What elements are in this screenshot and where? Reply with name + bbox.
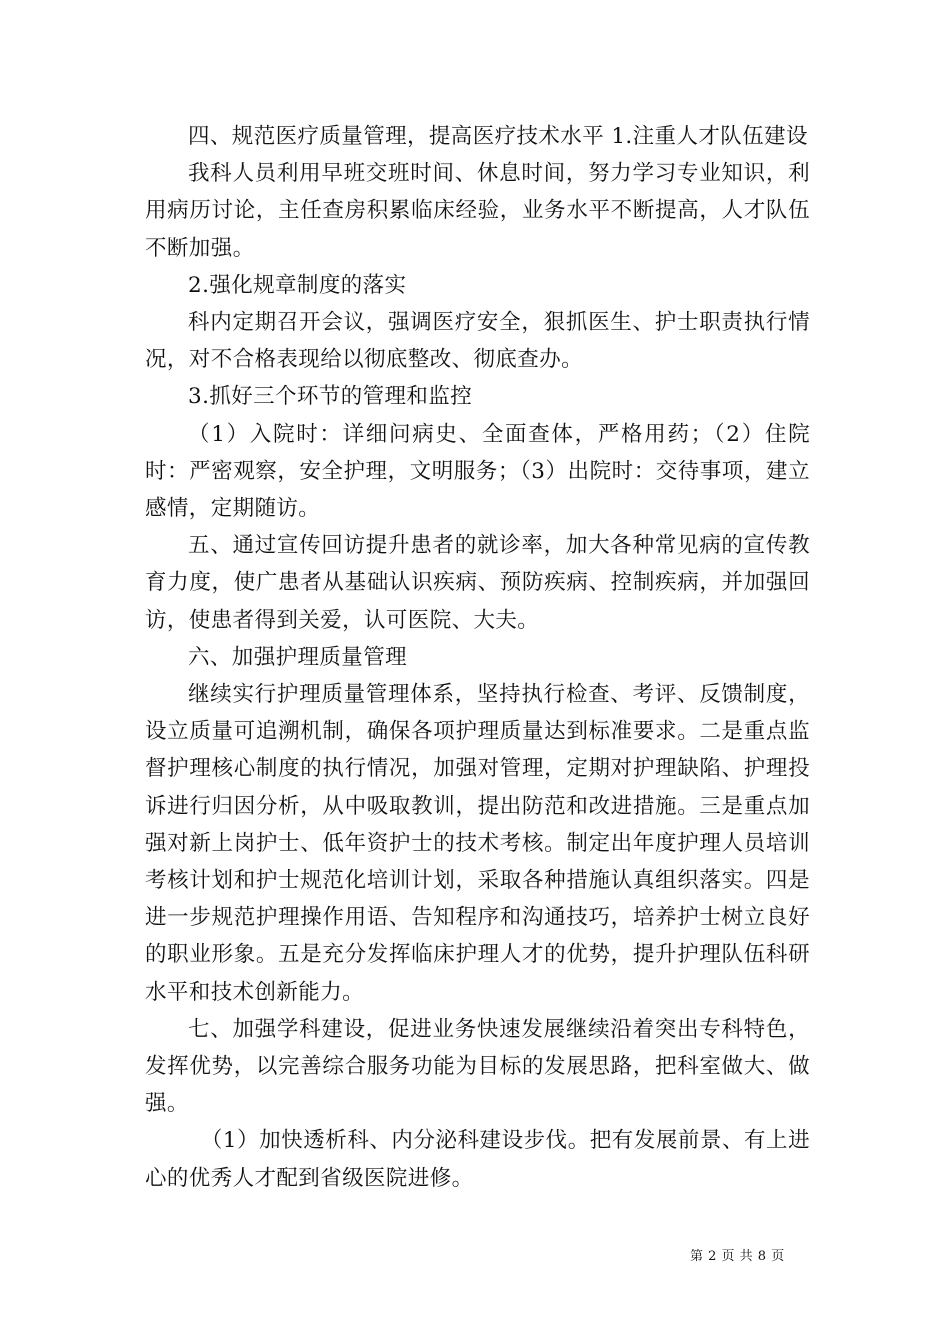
nursing-quality-paragraph: 继续实行护理质量管理体系，坚持执行检查、考评、反馈制度，设立质量可追溯机制，确保各项护理质量达到标准要求。二是重点监督护理核心制度的执行情况，加强对管理，定期对护理缺陷、护理投诉进行归因分析，从中吸取教训，提出防范和改进措施。三是重点加强对新上岗护士、低年资护士的技术考核。制定出年度护理人员培训考核计划和护士规范化培训计划，采取各种措施认真组织落实。四是进一步规范护理操作用语、告知程序和沟通技巧，培养护士树立良好的职业形象。五是充分发挥临床护理人才的优势，提升护理队伍科研水平和技术创新能力。: [145, 682, 810, 1005]
rules-paragraph: 科内定期召开会议，强调医疗安全，狠抓医生、护士职责执行情况，对不合格表现给以彻底整改、彻底查办。: [145, 310, 810, 373]
three-links-heading: 3.抓好三个环节的管理和监控: [188, 384, 473, 410]
talent-team-paragraph: 我科人员利用早班交班时间、休息时间，努力学习专业知识，利用病历讨论，主任查房积累临床经验，业务水平不断提高，人才队伍不断加强。: [145, 161, 810, 261]
section-seven-paragraph: 七、加强学科建设，促进业务快速发展继续沿着突出专科特色，发挥优势，以完善综合服务功能为目标的发展思路，把科室做大、做强。: [145, 1016, 810, 1117]
section-five-paragraph: 五、通过宣传回访提升患者的就诊率，加大各种常见病的宣传教育力度，使广患者从基础认识疾病、预防疾病、控制疾病，并加强回访，使患者得到关爱，认可医院、大夫。: [145, 533, 810, 633]
section-four-heading: 四、规范医疗质量管理，提高医疗技术水平 1.注重人才队伍建设: [188, 124, 808, 149]
three-links-paragraph: （1）入院时：详细问病史、全面查体，严格用药；（2）住院时：严密观察，安全护理，文明服务；（3）出院时：交待事项，建立感情，定期随访。: [145, 421, 810, 522]
rules-heading: 2.强化规章制度的落实: [188, 272, 407, 298]
section-six-heading: 六、加强护理质量管理: [188, 644, 408, 670]
document-body: [145, 118, 810, 1197]
page-number: 第 2 页 共 8 页: [690, 1249, 785, 1264]
dialysis-paragraph: （1）加快透析科、内分泌科建设步伐。把有发展前景、有上进心的优秀人才配到省级医院进修。: [145, 1128, 810, 1191]
